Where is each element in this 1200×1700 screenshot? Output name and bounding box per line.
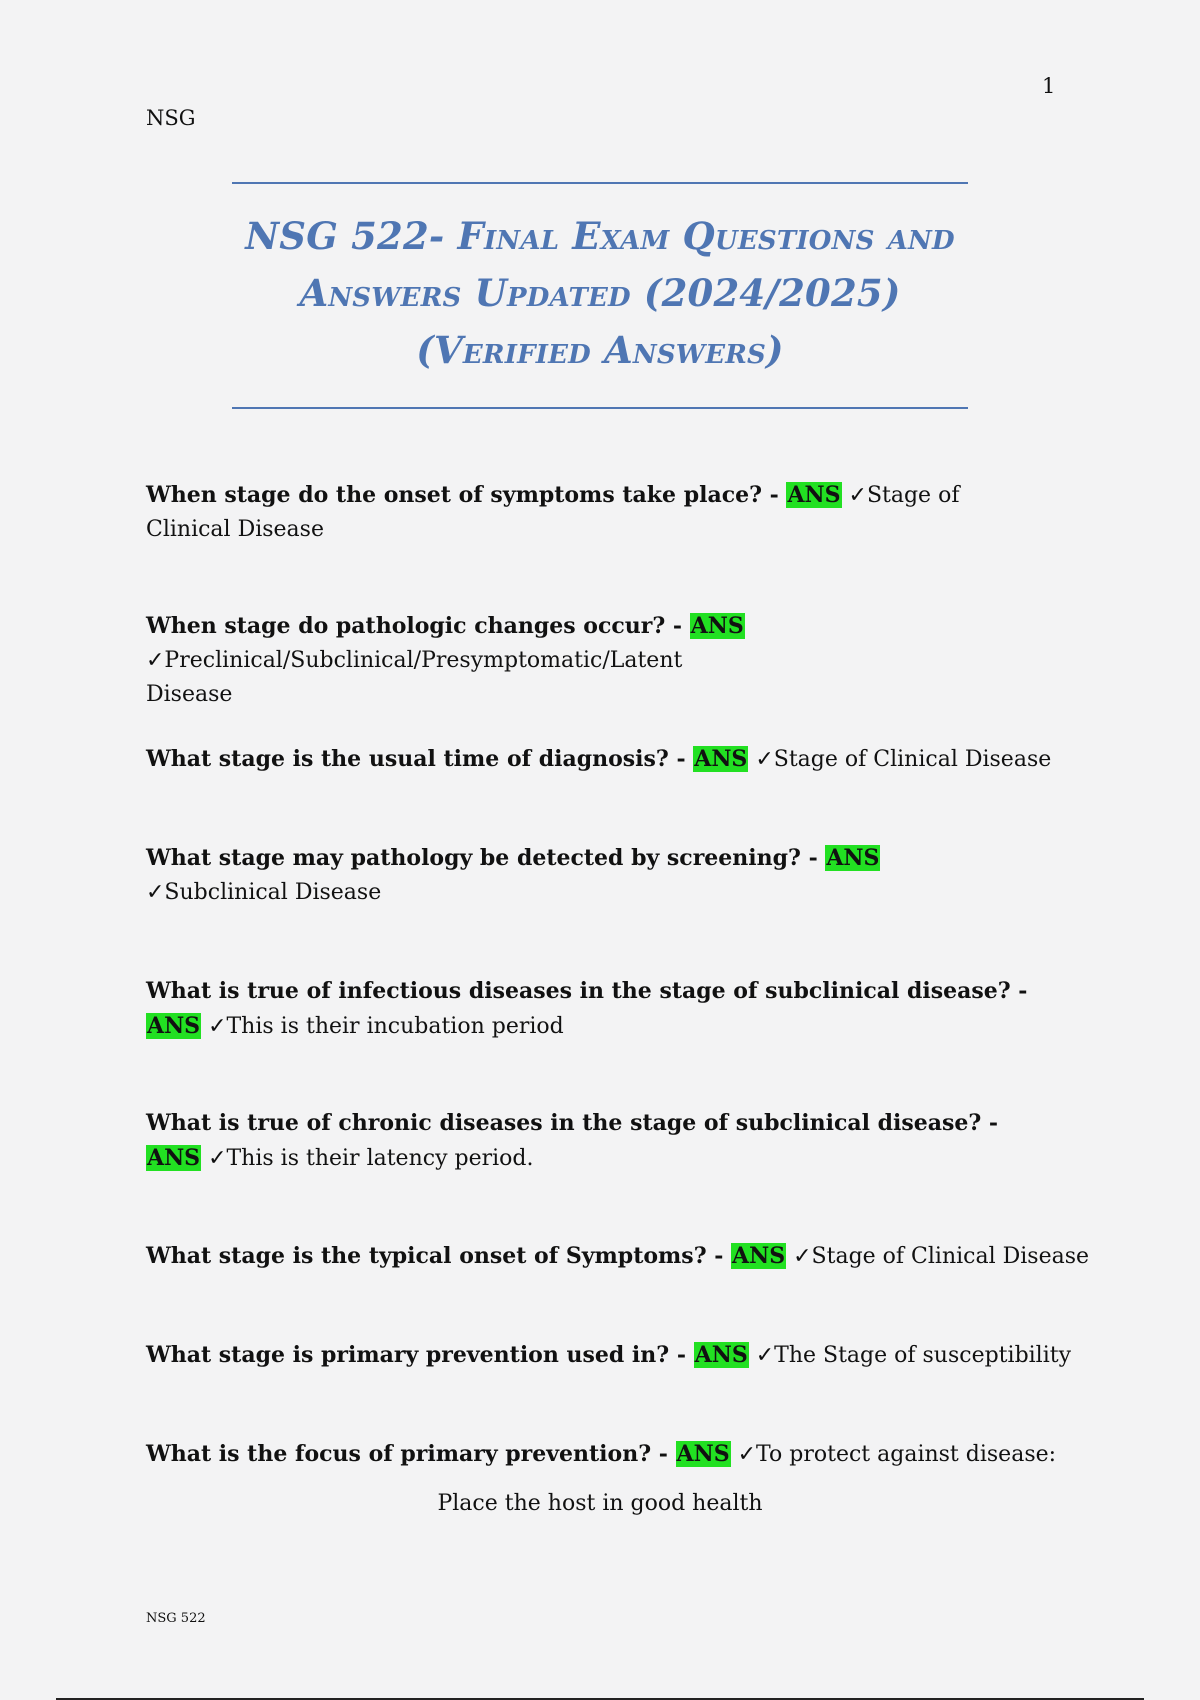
qa-item	[146, 478, 1026, 547]
question-text: What is true of chronic diseases in the stage of subclinical disease? -	[146, 1110, 999, 1136]
question-text: What stage is the usual time of diagnosis? -	[146, 746, 694, 772]
title-line: Answers Updated (2024/2025)	[299, 271, 901, 315]
ans-badge: ANS	[732, 1243, 786, 1269]
footer-left-text: NSG 522	[146, 1611, 206, 1626]
ans-badge: ANS	[690, 613, 744, 639]
answer-text: ✓This is their incubation period	[208, 1014, 564, 1039]
question-text: When stage do pathologic changes occur? -	[146, 613, 690, 639]
title-line: NSG 522- Final Exam Questions and	[245, 214, 955, 258]
answer-text: ✓Stage of Clinical Disease	[146, 483, 960, 542]
answer-continuation: Place the host in good health	[437, 1491, 763, 1516]
document-title	[232, 182, 968, 409]
ans-badge: ANS	[676, 1441, 730, 1467]
qa-item	[146, 1338, 1072, 1373]
ans-badge: ANS	[694, 1342, 748, 1368]
ans-badge: ANS	[826, 845, 880, 871]
question-text: What stage is the typical onset of Symptoms? -	[146, 1243, 732, 1269]
ans-badge: ANS	[694, 746, 748, 772]
question-text: What stage is primary prevention used in? -	[146, 1342, 694, 1368]
title-line: (Verified Answers)	[416, 328, 784, 372]
answer-text: ✓To protect against disease:	[737, 1442, 1057, 1467]
answer-text: ✓This is their latency period.	[208, 1146, 534, 1171]
header-left-text: NSG	[146, 106, 196, 130]
qa-item	[146, 742, 1066, 777]
ans-badge: ANS	[147, 1013, 201, 1039]
question-text: What stage may pathology be detected by screening? -	[146, 845, 826, 871]
ans-badge: ANS	[147, 1145, 201, 1171]
answer-text: ✓Stage of Clinical Disease	[793, 1244, 1090, 1269]
answer-text: ✓The Stage of susceptibility	[755, 1343, 1072, 1368]
page-number: 1	[1042, 74, 1056, 98]
ans-badge: ANS	[787, 482, 841, 508]
qa-item	[146, 1437, 1066, 1472]
qa-item	[146, 841, 1016, 910]
question-text: When stage do the onset of symptoms take place? -	[146, 482, 787, 508]
question-text: What is the focus of primary prevention? -	[146, 1441, 676, 1467]
qa-item	[146, 609, 766, 712]
qa-item	[146, 1239, 1090, 1274]
qa-item	[146, 974, 1066, 1044]
answer-text: ✓Preclinical/Subclinical/Presymptomatic/Latent Disease	[146, 648, 683, 707]
question-text: What is true of infectious diseases in the stage of subclinical disease? -	[146, 978, 1028, 1004]
answer-text: ✓Stage of Clinical Disease	[755, 747, 1052, 772]
qa-item	[146, 1106, 1046, 1176]
answer-text: ✓Subclinical Disease	[146, 880, 382, 905]
